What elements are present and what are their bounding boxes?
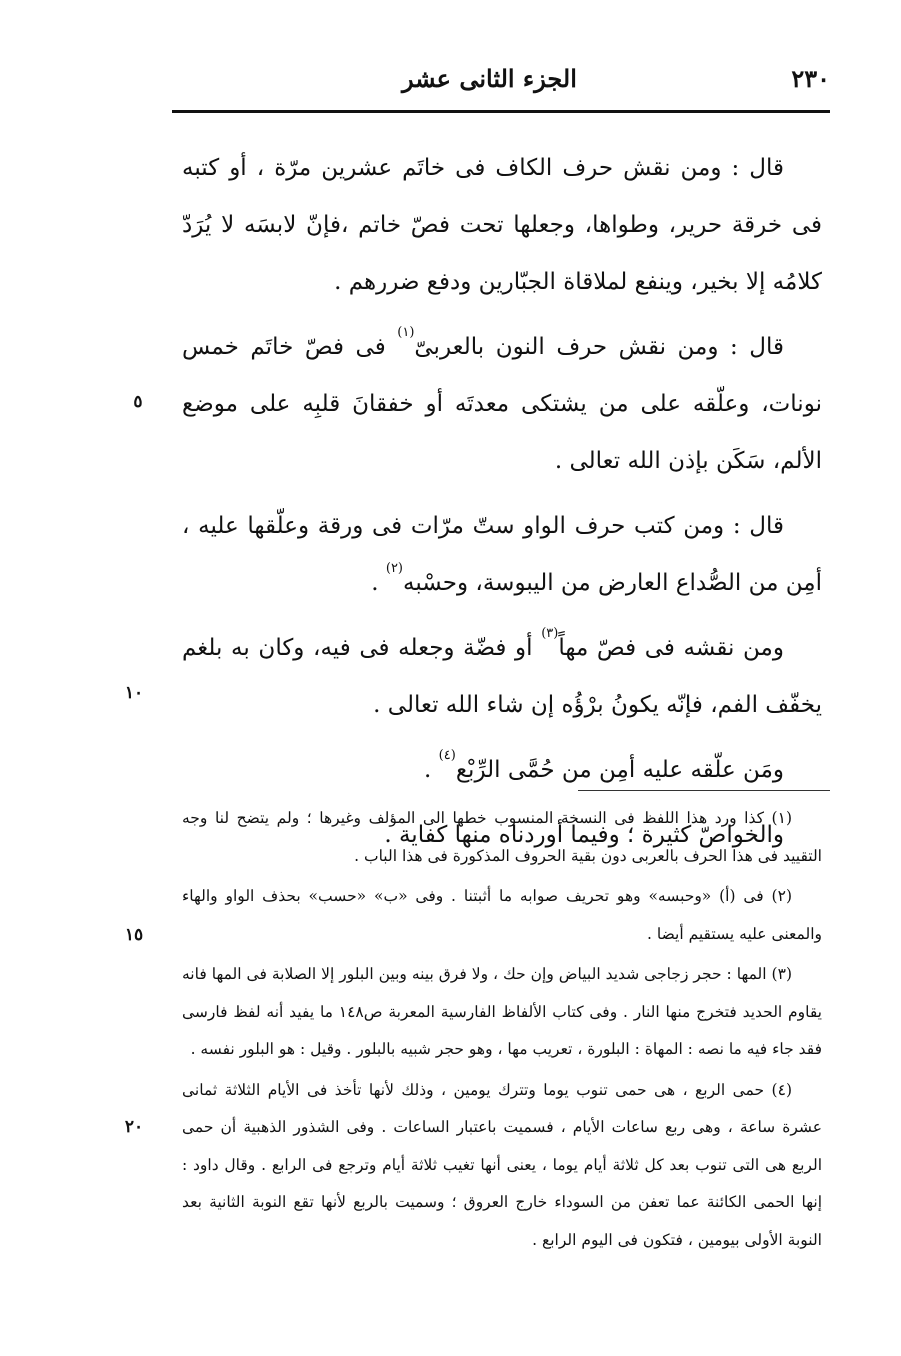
footnote-ref[interactable]: (١)	[397, 325, 415, 340]
paragraph	[182, 140, 822, 311]
footnote-3: (٣) المها : حجر زجاجى شديد البياض وإن حك ، ولا فرق بينه وبين البلور إلا الصلابة فى المها فانه يقاوم الحديد فتخرج منها النار . وفى كتاب الألفاظ الفارسية المعربة ص١٤٨ ما يفيد أنه لفظ فارسى فقد جاء فيه ما نصه : المهاة : البلورة ، تعريب مها ، وهو حجر شبيه بالبلور . وقيل : هو البلور نفسه .	[182, 965, 822, 1058]
footnote-ref[interactable]: (٤)	[438, 748, 456, 763]
paragraph-text: قال : ومن نقش حرف النون بالعربىّ	[414, 334, 784, 360]
paragraph-text: .	[371, 570, 386, 596]
paragraph-text: والخواصّ كثيرة ؛ وفيما أوردناه منها كفاية .	[384, 822, 784, 848]
paragraph-text: .	[424, 757, 439, 783]
footnote-rule	[578, 790, 830, 791]
footnote-ref[interactable]: (٣)	[541, 626, 559, 641]
line-number: ٢٠	[124, 1117, 144, 1137]
line-number: ١٠	[124, 683, 144, 703]
page-number: ٢٣٠	[791, 64, 830, 93]
paragraph	[182, 319, 822, 490]
paragraph-text: فى فصّ خاتَم خمس نونات، وعلّقه على من يشتكى معدتَه أو خفقانَ قلبِه على موضع الألم، سَكَن بإذن الله تعالى .	[182, 334, 822, 474]
paragraph-text: ومَن علّقه عليه أمِن من حُمَّى الرِّبْع	[455, 757, 784, 783]
line-number: ١٥	[124, 925, 144, 945]
paragraph-text: أو فضّة وجعله فى فيه، وكان به بلغم يخفّف الفم، فإنّه يكونُ برْؤُه إن شاء الله تعالى .	[182, 635, 822, 718]
paragraph	[182, 620, 822, 734]
paragraph-text: قال : ومن كتب حرف الواو ستّ مرّات فى ورقة وعلّقها عليه ، أمِن من الصُّداع العارض من اليبوسة، وحسْبه	[182, 513, 822, 596]
footnote-ref[interactable]: (٢)	[385, 561, 403, 576]
running-title: الجزء الثانى عشر	[402, 64, 577, 93]
footnote-4: (٤) حمى الربع ، هى حمى تنوب يوما وتترك يومين ، وذلك لأنها تأخذ فى الأيام الثلاثة ثمانى عشرة ساعة ، وهى ربع ساعات الأيام ، فسميت باعتبار الساعات . وفى الشذور الذهبية أن حمى الربع هى التى تنوب بعد كل ثلاثة أيام يوما ، يعنى أنها تغيب ثلاثة أيام وترجع فى الرابع . وقال داود : إنها الحمى الكائنة عما تعفن من السوداء خارج العروق ؛ وسميت بالربع لأنها تقع النوبة الثانية بعد النوبة الأولى بيومين ، فتكون فى اليوم الرابع .	[182, 1080, 822, 1249]
paragraph-text: ومن نقشه فى فصّ مهاً	[558, 635, 784, 661]
page-header	[172, 60, 830, 110]
footnotes	[182, 800, 822, 1262]
header-rule	[172, 110, 830, 113]
line-number: ٥	[133, 392, 143, 412]
main-text	[182, 140, 822, 864]
footnote-2: (٢) فى (أ) «وحبسه» وهو تحريف صوابه ما أثبتنا . وفى «ب» «حسب» بحذف الواو والهاء والمعنى عليه يستقيم أيضا .	[182, 887, 822, 943]
paragraph-text: قال : ومن نقش حرف الكاف فى خاتَم عشرين مرّة ، أو كتبه فى خرقة حرير، وطواها، وجعلها تحت فصّ خاتم ،فإنّ لابسَه لا يُرَدّ كلامُه إلا بخير، وينفع لملاقاة الجبّارين ودفع ضررهم .	[182, 155, 822, 295]
paragraph	[182, 498, 822, 612]
footnote-1: (١) كذا ورد هذا اللفظ فى النسخة المنسوب خطها الى المؤلف وغيرها ؛ ولم يتضح لنا وجه التقييد فى هذا الحرف بالعربى دون بقية الحروف المذكورة فى هذا الباب .	[182, 809, 822, 865]
